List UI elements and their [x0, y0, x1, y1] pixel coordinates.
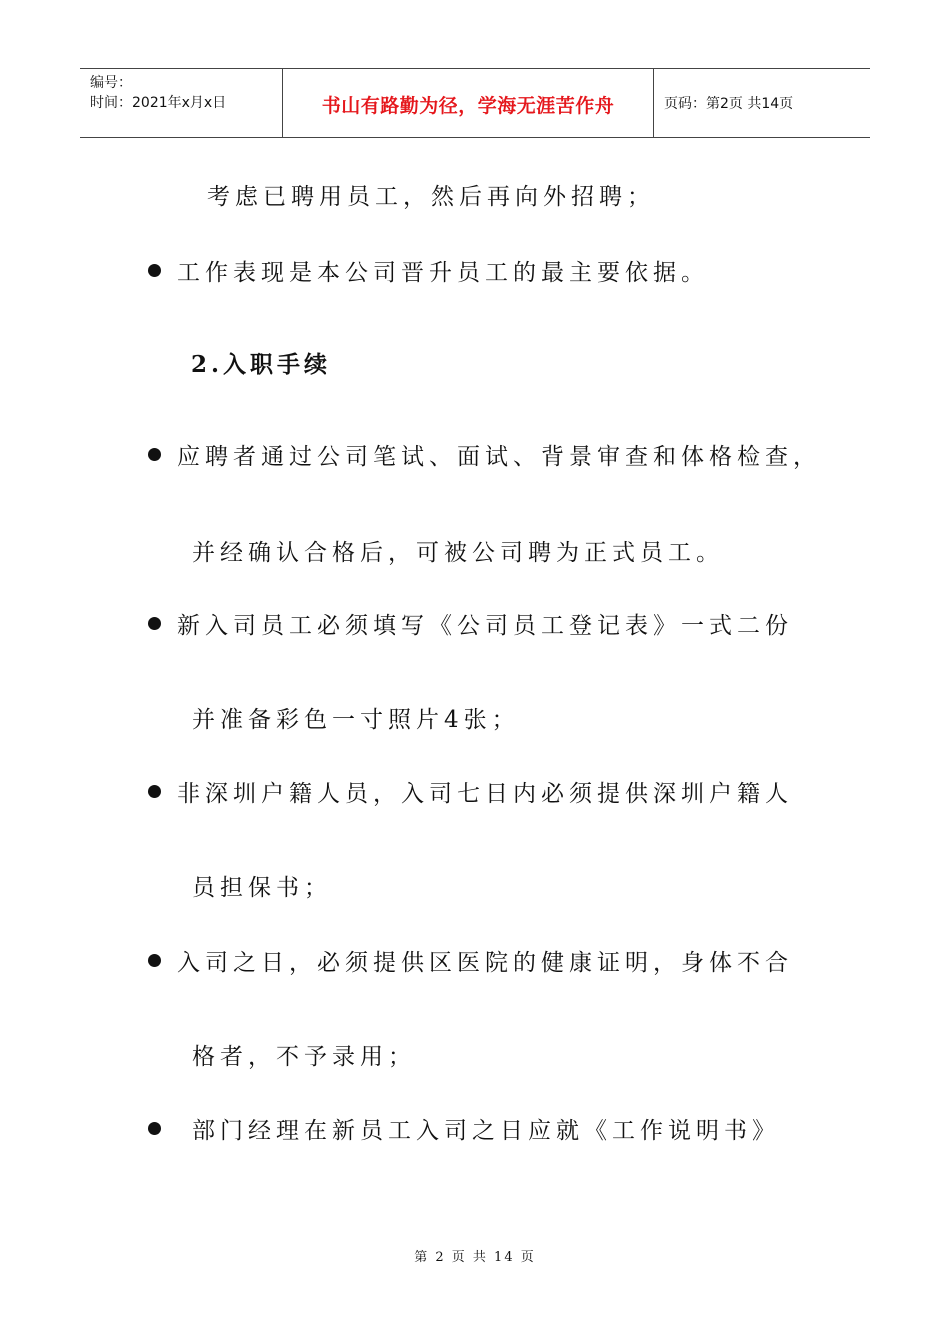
- bullet-dot: [148, 448, 161, 461]
- bullet-text-continued: 并经确认合格后，可被公司聘为正式员工。: [192, 540, 724, 566]
- bullet-text: 工作表现是本公司晋升员工的最主要依据。: [177, 260, 709, 286]
- header-meta-cell: [80, 69, 282, 137]
- document-number-label: 编号：: [90, 75, 132, 91]
- section-heading: 2.入职手续: [191, 351, 332, 378]
- bullet-text: 部门经理在新员工入司之日应就《工作说明书》: [192, 1118, 780, 1144]
- continuation-line: 考虑已聘用员工，然后再向外招聘；: [207, 184, 655, 210]
- bullet-dot: [148, 617, 161, 630]
- bullet-text: 应聘者通过公司笔试、面试、背景审查和体格检查，: [177, 444, 821, 470]
- bullet-text: 非深圳户籍人员，入司七日内必须提供深圳户籍人: [177, 781, 793, 807]
- header-motto: 书山有路勤为径，学海无涯苦作舟: [282, 69, 654, 137]
- bullet-text-continued: 员担保书；: [192, 875, 332, 901]
- page-footer: 第 2 页 共 14 页: [414, 1250, 536, 1265]
- bullet-dot: [148, 264, 161, 277]
- document-time-label: 时间：2021年x月x日: [90, 95, 227, 111]
- header-page-info: 页码：第2页 共14页: [664, 96, 794, 112]
- bullet-text-continued: 格者，不予录用；: [192, 1044, 416, 1070]
- bullet-dot: [148, 1122, 161, 1135]
- bullet-text: 新入司员工必须填写《公司员工登记表》一式二份: [177, 613, 793, 639]
- bullet-dot: [148, 954, 161, 967]
- bullet-text-continued: 并准备彩色一寸照片4张；: [192, 707, 520, 733]
- bullet-text: 入司之日，必须提供区医院的健康证明，身体不合: [177, 950, 793, 976]
- bullet-dot: [148, 785, 161, 798]
- page-header: [80, 68, 870, 138]
